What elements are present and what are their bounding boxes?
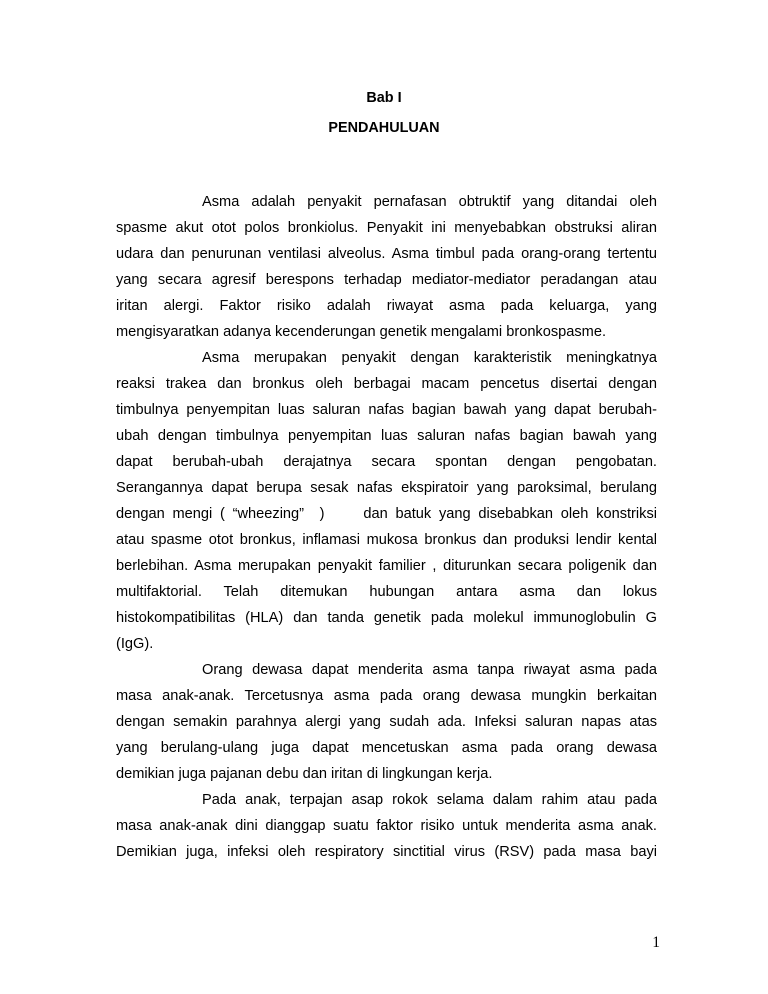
- paragraph-line: masa anak-anak dini dianggap suatu faktor risiko untuk menderita asma anak.: [116, 818, 657, 834]
- paragraph-line: timbulnya penyempitan luas saluran nafas bagian bawah yang dapat berubah-: [116, 402, 657, 418]
- paragraph-line: masa anak-anak. Tercetusnya asma pada orang dewasa mungkin berkaitan: [116, 688, 657, 704]
- paragraph-line: udara dan penurunan ventilasi alveolus. Asma timbul pada orang-orang tertentu: [116, 246, 657, 262]
- paragraph-line: reaksi trakea dan bronkus oleh berbagai macam pencetus disertai dengan: [116, 376, 657, 392]
- paragraph-line: Asma merupakan penyakit dengan karakteristik meningkatnya: [202, 350, 657, 366]
- paragraph-line: yang secara agresif berespons terhadap mediator-mediator peradangan atau: [116, 272, 657, 288]
- paragraph-line: Orang dewasa dapat menderita asma tanpa riwayat asma pada: [202, 662, 657, 678]
- paragraph-line: spasme akut otot polos bronkiolus. Penyakit ini menyebabkan obstruksi aliran: [116, 220, 657, 236]
- paragraph-line: dapat berubah-ubah derajatnya secara spontan dengan pengobatan.: [116, 454, 657, 470]
- paragraph-line: dengan mengi ( “wheezing” ) dan batuk yang disebabkan oleh konstriksi: [116, 506, 657, 522]
- paragraph-line: Pada anak, terpajan asap rokok selama dalam rahim atau pada: [202, 792, 657, 808]
- chapter-label: Bab I: [366, 90, 402, 106]
- paragraph-line: Serangannya dapat berupa sesak nafas ekspiratoir yang paroksimal, berulang: [116, 480, 657, 496]
- paragraph-line: dengan semakin parahnya alergi yang sudah ada. Infeksi saluran napas atas: [116, 714, 657, 730]
- paragraph-line: ubah dengan timbulnya penyempitan luas saluran nafas bagian bawah yang: [116, 428, 657, 444]
- page-number: 1: [652, 934, 660, 951]
- paragraph-line: histokompatibilitas (HLA) dan tanda genetik pada molekul immunoglobulin G: [116, 610, 657, 626]
- paragraph-line: demikian juga pajanan debu dan iritan di lingkungan kerja.: [116, 766, 493, 782]
- paragraph-line: berlebihan. Asma merupakan penyakit familier , diturunkan secara poligenik dan: [116, 558, 657, 574]
- paragraph-line: mengisyaratkan adanya kecenderungan genetik mengalami bronkospasme.: [116, 324, 607, 340]
- paragraph-line: iritan alergi. Faktor risiko adalah riwayat asma pada keluarga, yang: [116, 298, 657, 314]
- paragraph-line: Asma adalah penyakit pernafasan obtruktif yang ditandai oleh: [202, 194, 657, 210]
- paragraph-line: yang berulang-ulang juga dapat mencetuskan asma pada orang dewasa: [116, 740, 657, 756]
- paragraph-line: multifaktorial. Telah ditemukan hubungan antara asma dan lokus: [116, 584, 657, 600]
- chapter-title: PENDAHULUAN: [328, 120, 440, 136]
- paragraph-line: Demikian juga, infeksi oleh respiratory sinctitial virus (RSV) pada masa bayi: [116, 844, 657, 860]
- paragraph-line: atau spasme otot bronkus, inflamasi mukosa bronkus dan produksi lendir kental: [116, 532, 657, 548]
- paragraph-line: (IgG).: [116, 636, 154, 652]
